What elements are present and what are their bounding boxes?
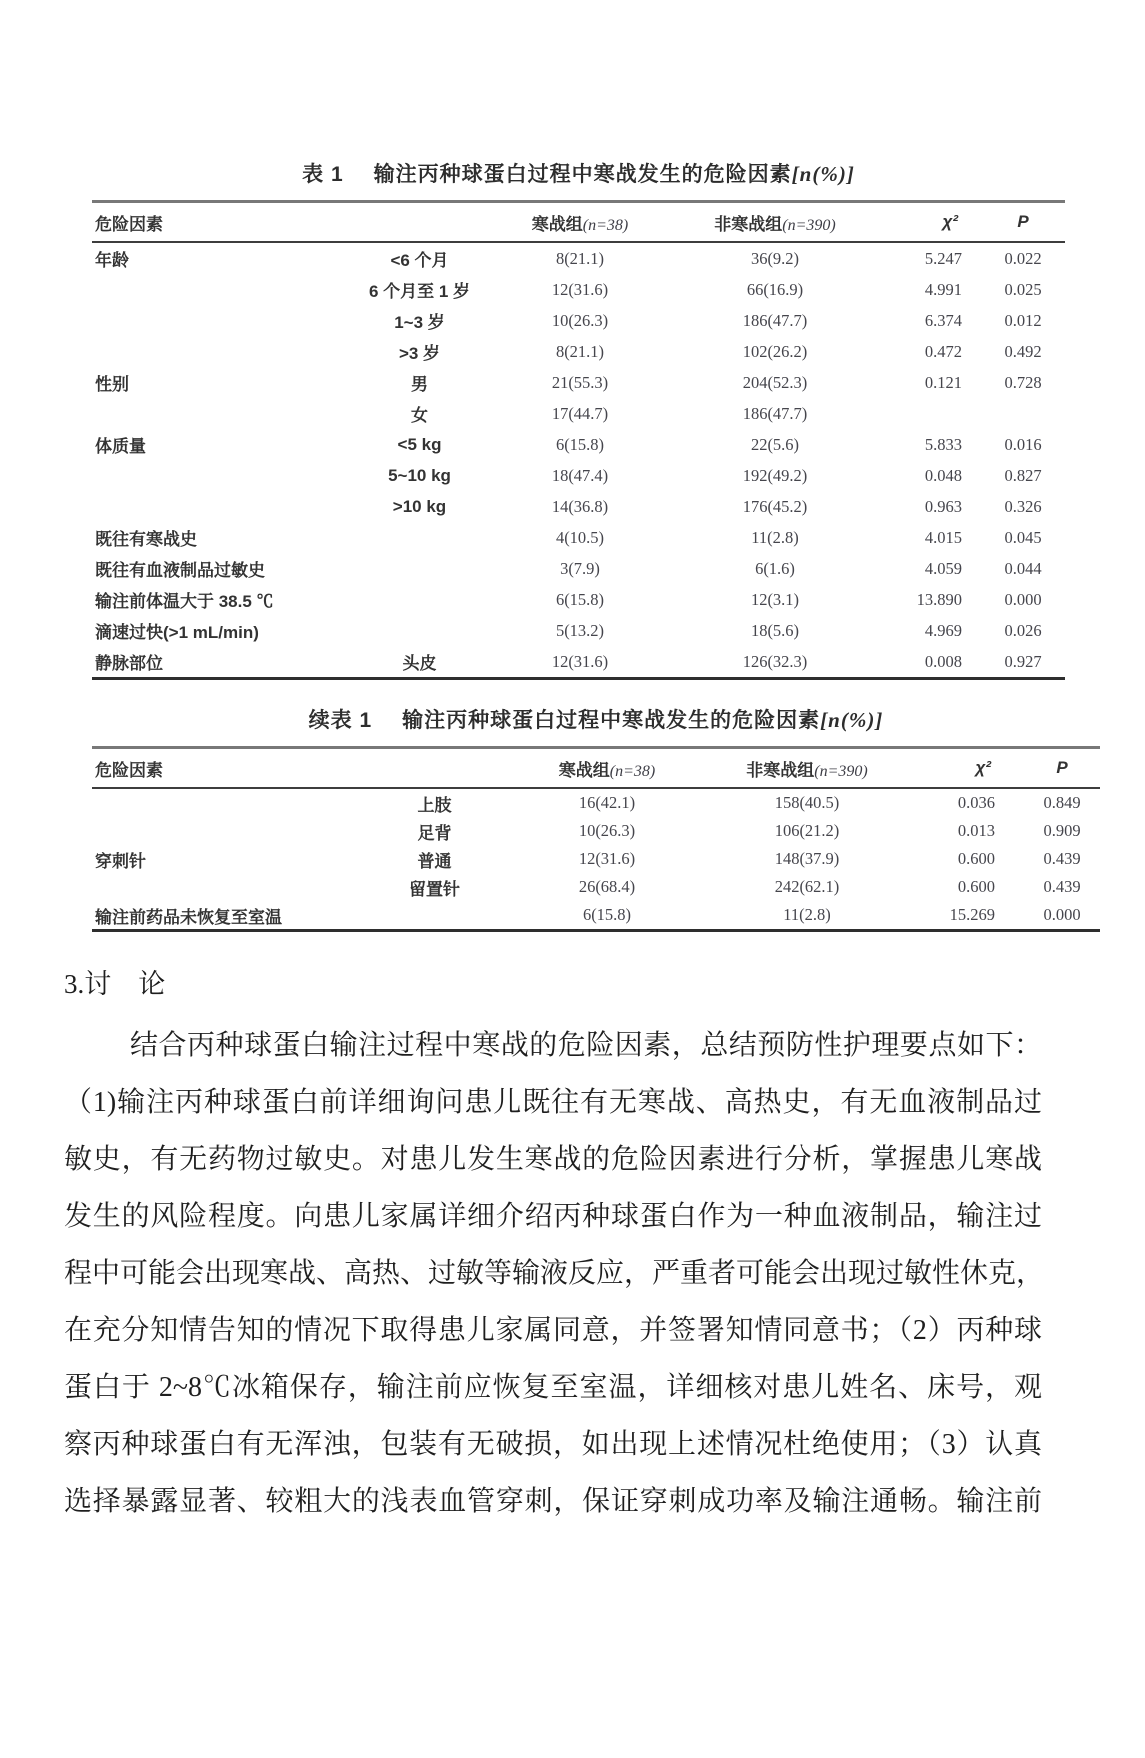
table1-header-row <box>92 202 1065 243</box>
cell-chi-square-value: 4.015 <box>924 527 962 547</box>
cell-risk-factor <box>92 491 347 522</box>
cell-chill-group-value: 6(15.8) <box>555 434 605 454</box>
cell-category: 6 个月至 1 岁 <box>368 282 471 301</box>
cell-nonchill-group-value: 22(5.6) <box>750 434 800 454</box>
cell-risk-factor: 静脉部位 <box>95 654 163 673</box>
cell-chi-square-value: 0.600 <box>957 877 995 896</box>
cell-chi-square-value: 13.890 <box>916 589 962 609</box>
table2-header-row <box>92 748 1100 789</box>
cell-category: 普通 <box>417 851 452 871</box>
cell-chill-group-value: 12(31.6) <box>551 651 609 671</box>
table2-caption-label: 续表 1 <box>308 709 373 732</box>
cell-risk-factor <box>92 398 347 429</box>
cell-chill-group-value: 5(13.2) <box>555 620 605 640</box>
cell-nonchill-group-value: 186(47.7) <box>742 310 808 330</box>
cell-category: 留置针 <box>409 879 460 899</box>
discussion-section-heading: 3.讨 论 <box>64 969 166 999</box>
cell-chi-square-value: 4.969 <box>924 620 962 640</box>
cell-nonchill-group-value: 176(45.2) <box>742 496 808 516</box>
cell-p-value <box>964 398 1065 429</box>
cell-chill-group-value: 17(44.7) <box>551 403 609 423</box>
table-row <box>92 522 1065 553</box>
cell-category: 足背 <box>417 823 452 843</box>
col-header-chi-square: χ² <box>922 748 997 789</box>
cell-chi-square-value: 0.121 <box>924 372 962 392</box>
cell-category: <6 个月 <box>390 251 449 270</box>
cell-p-value: 0.849 <box>1043 793 1081 812</box>
col-header-chi-square: χ² <box>882 202 964 243</box>
cell-p-value: 0.439 <box>1043 849 1081 868</box>
cell-nonchill-group-value: 186(47.7) <box>742 403 808 423</box>
cell-chill-group-value: 18(47.4) <box>551 465 609 485</box>
cell-risk-factor <box>92 873 347 901</box>
table1-caption-label: 表 1 <box>302 163 344 186</box>
col-header-chill-group: 寒战组(n=38) <box>522 748 692 789</box>
table-row <box>92 817 1100 845</box>
cell-nonchill-group-value: 11(2.8) <box>783 905 831 924</box>
cell-chill-group-value: 14(36.8) <box>551 496 609 516</box>
cell-nonchill-group-value: 11(2.8) <box>751 527 799 547</box>
cell-nonchill-group-value: 158(40.5) <box>774 793 840 812</box>
table2-caption-title: 输注丙种球蛋白过程中寒战发生的危险因素 <box>402 709 821 732</box>
cell-chill-group-value: 26(68.4) <box>578 877 636 896</box>
cell-chi-square-value: 0.013 <box>957 821 995 840</box>
table-row <box>92 429 1065 460</box>
cell-p-value: 0.045 <box>1004 527 1042 547</box>
table1-caption <box>92 158 1065 188</box>
table-row <box>92 873 1100 901</box>
cell-chill-group-value: 21(55.3) <box>551 372 609 392</box>
table-row <box>92 788 1100 817</box>
col-header-nonchill-group: 非寒战组(n=390) <box>692 748 922 789</box>
paragraph-line: 结合丙种球蛋白输注过程中寒战的危险因素，总结预防性护理要点如下： <box>130 1030 1042 1061</box>
cell-chill-group-value: 16(42.1) <box>578 793 636 812</box>
cell-risk-factor: 输注前体温大于 38.5 ℃ <box>95 592 274 611</box>
cell-risk-factor <box>92 274 347 305</box>
table-row <box>92 367 1065 398</box>
paragraph-line: 在充分知情告知的情况下取得患儿家属同意，并签署知情同意书；（2）丙种球 <box>64 1315 1042 1346</box>
cell-chill-group-value: 8(21.1) <box>555 248 605 268</box>
cell-chill-group-value: 6(15.8) <box>555 589 605 609</box>
table-1-continued <box>92 746 1100 932</box>
cell-p-value: 0.022 <box>1004 248 1042 268</box>
cell-nonchill-group-value: 204(52.3) <box>742 372 808 392</box>
table2-body <box>92 788 1100 931</box>
cell-category <box>347 584 492 615</box>
paragraph-line: 察丙种球蛋白有无浑浊，包装有无破损，如出现上述情况杜绝使用；（3）认真 <box>64 1429 1042 1460</box>
cell-nonchill-group-value: 126(32.3) <box>742 651 808 671</box>
table-row <box>92 615 1065 646</box>
cell-risk-factor <box>92 788 347 817</box>
paragraph-line: 蛋白于 2~8℃冰箱保存，输注前应恢复至室温，详细核对患儿姓名、床号，观 <box>64 1372 1042 1403</box>
cell-chi-square-value: 0.472 <box>924 341 962 361</box>
cell-risk-factor: 体质量 <box>95 437 146 456</box>
cell-p-value: 0.012 <box>1004 310 1042 330</box>
table-row <box>92 845 1100 873</box>
cell-p-value: 0.026 <box>1004 620 1042 640</box>
table1-caption-title: 输注丙种球蛋白过程中寒战发生的危险因素 <box>373 163 792 186</box>
paragraph-line: 发生的风险程度。向患儿家属详细介绍丙种球蛋白作为一种血液制品，输注过 <box>64 1201 1042 1232</box>
paragraph-line: （1)输注丙种球蛋白前详细询问患儿既往有无寒战、高热史，有无血液制品过 <box>64 1087 1042 1118</box>
cell-category: 上肢 <box>417 795 452 815</box>
discussion-paragraph <box>64 1017 1045 1530</box>
paragraph-line: 敏史，有无药物过敏史。对患儿发生寒战的危险因素进行分析，掌握患儿寒战 <box>64 1144 1042 1175</box>
cell-p-value: 0.492 <box>1004 341 1042 361</box>
col-header-chill-group: 寒战组(n=38) <box>492 202 668 243</box>
table-row <box>92 305 1065 336</box>
cell-nonchill-group-value: 102(26.2) <box>742 341 808 361</box>
cell-nonchill-group-value: 18(5.6) <box>750 620 800 640</box>
cell-chi-square-value: 4.059 <box>924 558 962 578</box>
cell-p-value: 0.000 <box>1004 589 1042 609</box>
cell-chill-group-value: 8(21.1) <box>555 341 605 361</box>
cell-nonchill-group-value: 192(49.2) <box>742 465 808 485</box>
table2-caption <box>92 704 1100 734</box>
cell-p-value: 0.000 <box>1043 905 1081 924</box>
cell-category: 5~10 kg <box>388 465 451 485</box>
cell-risk-factor: 既往有寒战史 <box>95 530 197 549</box>
cell-category <box>347 615 492 646</box>
cell-chi-square-value: 0.048 <box>924 465 962 485</box>
table1-body <box>92 242 1065 679</box>
cell-chi-square-value: 0.036 <box>957 793 995 812</box>
cell-risk-factor <box>92 305 347 336</box>
cell-p-value: 0.909 <box>1043 821 1081 840</box>
table-row <box>92 646 1065 679</box>
cell-risk-factor: 滴速过快(>1 mL/min) <box>95 623 259 642</box>
cell-category: >10 kg <box>392 496 447 516</box>
cell-risk-factor <box>92 460 347 491</box>
cell-risk-factor <box>92 336 347 367</box>
cell-category: >3 岁 <box>398 344 441 363</box>
cell-nonchill-group-value: 148(37.9) <box>774 849 840 868</box>
col-header-risk-factor: 危险因素 <box>92 748 522 789</box>
cell-nonchill-group-value: 66(16.9) <box>746 279 804 299</box>
cell-category: 女 <box>411 406 428 425</box>
cell-category <box>347 522 492 553</box>
cell-chi-square-value: 0.600 <box>957 849 995 868</box>
cell-p-value: 0.016 <box>1004 434 1042 454</box>
cell-chill-group-value: 12(31.6) <box>578 849 636 868</box>
table-row <box>92 398 1065 429</box>
cell-chi-square-value: 15.269 <box>949 905 995 924</box>
cell-risk-factor: 既往有血液制品过敏史 <box>95 561 265 580</box>
cell-category: 1~3 岁 <box>394 313 445 332</box>
cell-chi-square-value: 4.991 <box>924 279 962 299</box>
table-row <box>92 491 1065 522</box>
cell-chill-group-value: 6(15.8) <box>582 905 632 924</box>
cell-risk-factor: 输注前药品未恢复至室温 <box>95 907 282 927</box>
table-row <box>92 553 1065 584</box>
cell-chi-square-value: 6.374 <box>924 310 962 330</box>
cell-chill-group-value: 3(7.9) <box>560 558 600 578</box>
cell-category <box>347 553 492 584</box>
cell-chill-group-value: 4(10.5) <box>555 527 605 547</box>
cell-chi-square-value <box>882 398 964 429</box>
cell-risk-factor <box>92 817 347 845</box>
cell-risk-factor: 性别 <box>95 375 129 394</box>
table-row <box>92 242 1065 274</box>
cell-nonchill-group-value: 36(9.2) <box>750 248 800 268</box>
paragraph-line: 程中可能会出现寒战、高热、过敏等输液反应，严重者可能会出现过敏性休克， <box>64 1258 1045 1289</box>
cell-p-value: 0.728 <box>1004 372 1042 392</box>
cell-p-value: 0.827 <box>1004 465 1042 485</box>
table-row <box>92 274 1065 305</box>
table-row <box>92 336 1065 367</box>
cell-category <box>347 901 522 931</box>
paragraph-line: 选择暴露显著、较粗大的浅表血管穿刺，保证穿刺成功率及输注通畅。输注前 <box>64 1486 1042 1517</box>
cell-nonchill-group-value: 12(3.1) <box>750 589 800 609</box>
cell-category: 头皮 <box>402 654 437 673</box>
col-header-p-value: P <box>964 202 1065 243</box>
cell-nonchill-group-value: 6(1.6) <box>755 558 795 578</box>
cell-chill-group-value: 10(26.3) <box>578 821 636 840</box>
col-header-p-value: P <box>997 748 1100 789</box>
cell-p-value: 0.927 <box>1004 651 1042 671</box>
cell-category: <5 kg <box>397 434 442 454</box>
cell-nonchill-group-value: 242(62.1) <box>774 877 840 896</box>
table-1-risk-factors <box>92 200 1065 680</box>
table2-caption-unit: [n(%)] <box>820 708 884 732</box>
table-row <box>92 584 1065 615</box>
cell-chi-square-value: 5.833 <box>924 434 962 454</box>
cell-chill-group-value: 12(31.6) <box>551 279 609 299</box>
cell-nonchill-group-value: 106(21.2) <box>774 821 840 840</box>
cell-risk-factor: 年龄 <box>95 251 129 270</box>
cell-category: 男 <box>411 375 428 394</box>
cell-p-value: 0.025 <box>1004 279 1042 299</box>
table1-caption-unit: [n(%)] <box>791 162 855 186</box>
cell-chill-group-value: 10(26.3) <box>551 310 609 330</box>
col-header-nonchill-group: 非寒战组(n=390) <box>668 202 882 243</box>
cell-chi-square-value: 0.008 <box>924 651 962 671</box>
cell-p-value: 0.326 <box>1004 496 1042 516</box>
table-row <box>92 901 1100 931</box>
document-page <box>0 158 1145 1758</box>
cell-p-value: 0.044 <box>1004 558 1042 578</box>
table-row <box>92 460 1065 491</box>
cell-chi-square-value: 0.963 <box>924 496 962 516</box>
cell-risk-factor: 穿刺针 <box>95 851 146 871</box>
col-header-risk-factor: 危险因素 <box>92 202 492 243</box>
cell-p-value: 0.439 <box>1043 877 1081 896</box>
cell-chi-square-value: 5.247 <box>924 248 962 268</box>
